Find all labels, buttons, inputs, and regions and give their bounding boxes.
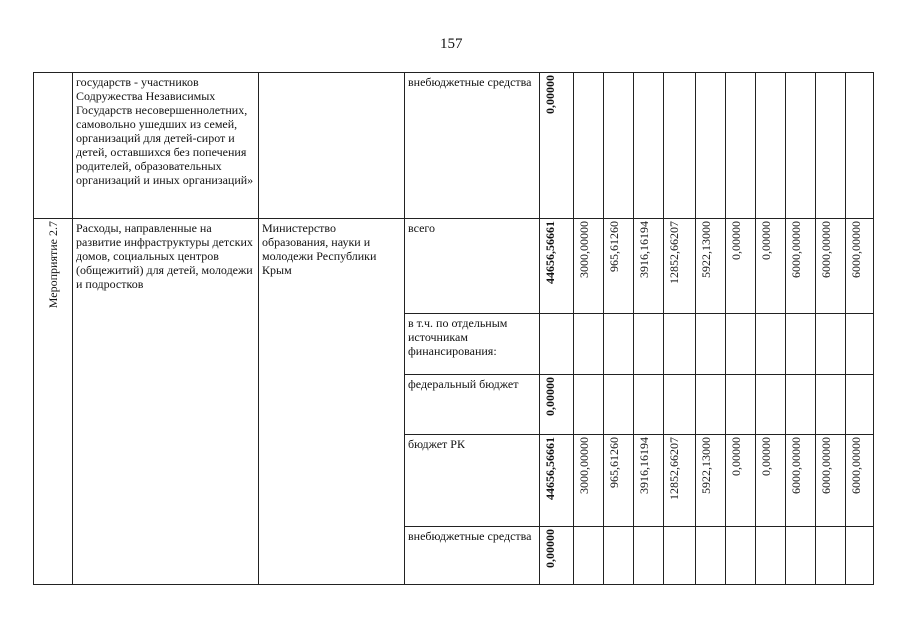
value-cell bbox=[786, 435, 816, 527]
empty-cell bbox=[786, 527, 816, 585]
row-total: 0,00000 bbox=[543, 377, 557, 416]
row-total-cell bbox=[540, 527, 574, 585]
empty-cell bbox=[574, 527, 604, 585]
value-cell bbox=[604, 435, 634, 527]
value-cell bbox=[816, 435, 846, 527]
empty-cell bbox=[634, 73, 664, 219]
value-cell bbox=[846, 435, 874, 527]
value: 965,61260 bbox=[607, 221, 621, 272]
empty-cell bbox=[696, 375, 726, 435]
value: 3000,00000 bbox=[577, 221, 591, 278]
value-cell bbox=[726, 435, 756, 527]
row-total-cell bbox=[540, 219, 574, 314]
value-cell bbox=[756, 435, 786, 527]
value: 12852,66207 bbox=[667, 221, 681, 284]
value: 6000,00000 bbox=[849, 437, 863, 494]
value-cell bbox=[846, 219, 874, 314]
top-executor-empty bbox=[259, 73, 405, 219]
row-total: 44656,56661 bbox=[543, 221, 557, 284]
empty-cell bbox=[846, 73, 874, 219]
budget-table bbox=[33, 72, 874, 585]
value: 3000,00000 bbox=[577, 437, 591, 494]
empty-cell bbox=[664, 375, 696, 435]
empty-cell bbox=[816, 375, 846, 435]
empty-cell bbox=[604, 314, 634, 375]
empty-cell bbox=[816, 527, 846, 585]
row-total-cell bbox=[540, 435, 574, 527]
empty-cell bbox=[634, 314, 664, 375]
empty-cell bbox=[846, 375, 874, 435]
value: 12852,66207 bbox=[667, 437, 681, 500]
empty-cell bbox=[756, 73, 786, 219]
event-executor: Министерство образования, науки и молодежи Республики Крым bbox=[259, 219, 405, 585]
empty-cell bbox=[816, 314, 846, 375]
value-cell bbox=[696, 435, 726, 527]
value-cell bbox=[634, 435, 664, 527]
value: 5922,13000 bbox=[699, 221, 713, 278]
event-description: Расходы, направленные на развитие инфраструктуры детских домов, социальных центров (общежитий) для детей, молодежи и подростков bbox=[73, 219, 259, 585]
empty-cell bbox=[574, 314, 604, 375]
event-label-cell bbox=[34, 219, 73, 585]
row-total: 44656,56661 bbox=[543, 437, 557, 500]
top-total: 0,00000 bbox=[543, 75, 557, 114]
value: 6000,00000 bbox=[789, 437, 803, 494]
row-source: бюджет РК bbox=[405, 435, 540, 527]
value-cell bbox=[664, 219, 696, 314]
empty-cell bbox=[634, 375, 664, 435]
table-row bbox=[34, 219, 874, 314]
empty-cell bbox=[756, 314, 786, 375]
empty-cell bbox=[816, 73, 846, 219]
top-source: внебюджетные средства bbox=[405, 73, 540, 219]
row-total: 0,00000 bbox=[543, 529, 557, 568]
empty-cell bbox=[696, 527, 726, 585]
value-cell bbox=[574, 435, 604, 527]
row-source: в т.ч. по отдельным источникам финансирования: bbox=[405, 314, 540, 375]
empty-cell bbox=[540, 314, 574, 375]
value-cell bbox=[696, 219, 726, 314]
empty-cell bbox=[574, 375, 604, 435]
value: 6000,00000 bbox=[819, 437, 833, 494]
row-source: всего bbox=[405, 219, 540, 314]
empty-cell bbox=[664, 73, 696, 219]
empty-cell bbox=[786, 314, 816, 375]
top-description: государств - участников Содружества Независимых Государств несовершеннолетних, самовольно ушедших из семей, организаций для детей-сирот и детей, оставшихся без попечения родителей, образовательных организаций и иных организаций» bbox=[73, 73, 259, 219]
empty-cell bbox=[604, 375, 634, 435]
value: 6000,00000 bbox=[849, 221, 863, 278]
value-cell bbox=[756, 219, 786, 314]
empty-cell bbox=[664, 314, 696, 375]
value: 0,00000 bbox=[759, 437, 773, 476]
value-cell bbox=[574, 219, 604, 314]
empty-cell bbox=[726, 527, 756, 585]
top-total-cell bbox=[540, 73, 574, 219]
row-total-cell bbox=[540, 375, 574, 435]
empty-cell bbox=[664, 527, 696, 585]
page-number: 157 bbox=[440, 36, 463, 52]
value: 3916,16194 bbox=[637, 437, 651, 494]
value-cell bbox=[604, 219, 634, 314]
empty-cell bbox=[726, 73, 756, 219]
empty-cell bbox=[756, 375, 786, 435]
value: 0,00000 bbox=[759, 221, 773, 260]
value: 965,61260 bbox=[607, 437, 621, 488]
value: 0,00000 bbox=[729, 437, 743, 476]
value: 5922,13000 bbox=[699, 437, 713, 494]
value: 6000,00000 bbox=[819, 221, 833, 278]
row-source: федеральный бюджет bbox=[405, 375, 540, 435]
value-cell bbox=[664, 435, 696, 527]
empty-cell bbox=[696, 73, 726, 219]
value-cell bbox=[726, 219, 756, 314]
row-source: внебюджетные средства bbox=[405, 527, 540, 585]
table-row bbox=[34, 73, 874, 219]
empty-cell bbox=[786, 375, 816, 435]
value-cell bbox=[786, 219, 816, 314]
value: 0,00000 bbox=[729, 221, 743, 260]
event-label-cell-empty bbox=[34, 73, 73, 219]
value-cell bbox=[816, 219, 846, 314]
value: 6000,00000 bbox=[789, 221, 803, 278]
event-label: Мероприятие 2.7 bbox=[46, 221, 60, 309]
empty-cell bbox=[574, 73, 604, 219]
empty-cell bbox=[786, 73, 816, 219]
empty-cell bbox=[696, 314, 726, 375]
empty-cell bbox=[846, 314, 874, 375]
value-cell bbox=[634, 219, 664, 314]
value: 3916,16194 bbox=[637, 221, 651, 278]
empty-cell bbox=[634, 527, 664, 585]
empty-cell bbox=[756, 527, 786, 585]
empty-cell bbox=[726, 375, 756, 435]
empty-cell bbox=[846, 527, 874, 585]
empty-cell bbox=[604, 73, 634, 219]
empty-cell bbox=[726, 314, 756, 375]
empty-cell bbox=[604, 527, 634, 585]
